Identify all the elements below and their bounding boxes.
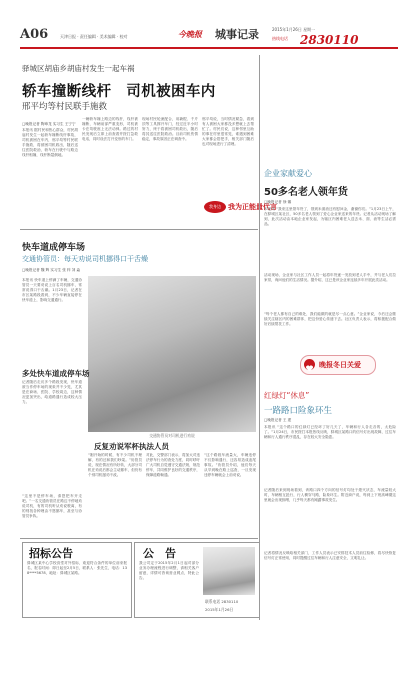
column-divider	[259, 55, 260, 620]
traffic-box-title: 多处快车道成停车场	[22, 369, 90, 378]
notice-image	[203, 547, 255, 595]
main-subhead: 邢平均等村民联手施救	[22, 102, 108, 112]
reverse-body-col1: “刚开始的时候，有不少司机不理解，有的还和我们吵架。”协管员说，现在情况有所好转，大部分司机在劝说后都会主动挪车，但仍有个别司机屡劝不改。	[88, 453, 142, 477]
newspaper-logo: 今晚报	[178, 30, 202, 39]
positive-energy-badge	[204, 201, 226, 213]
notice-contact: 联系电话 2830110	[205, 599, 239, 604]
right-body-3: “每个老人都有自己的难处，我们能做的就是尽一点心意。”企业家说，今后还会继续关注辖区内的困难群体，把这份爱心传递下去。社区负责人表示，将积极配合做好后续帮扶工作。	[264, 312, 396, 326]
ads-divider	[20, 538, 258, 539]
traffic-subhead: 交通协管员：每天劝说司机挪得口干舌燥	[22, 255, 148, 263]
notice-title: 公 告	[143, 547, 176, 560]
recruit-ad	[22, 542, 132, 618]
main-body-col2: 一辆轿车撞上路边的线杆，线杆被撞断，车辆前部严重变形，司机被卡在驾驶座上无法动弹。路过的村民发现后立即上前查看并拨打急救电话，同时设法打开变形的车门。	[82, 117, 138, 141]
right-kicker-2: 红绿灯“休息”	[264, 391, 310, 400]
main-body-col1: 本报讯 据村民和热心群众，村民胡庙村发生一起轿车撞断线杆事故，司机被困在车内，邢平均等村民联手施救，将被困司机救出，随后送往医院救治，轿车在行驶中与路边线杆相撞，线杆断裂倒地。	[22, 128, 78, 157]
traffic-byline: □晚报记者 魏 辉 实习生 张 梓 刘 淼	[22, 268, 81, 272]
notice-body: 我公司定于2015年2月1日起对部分业务办理流程进行调整，请相关客户留意，详情可咨询营业网点，特此公告。	[139, 561, 199, 580]
right-headline: 50多名老人领年货	[264, 187, 348, 198]
hotline-number: 2830110	[300, 33, 359, 47]
traffic-box-body: 记者随后走访多个路段发现，快车道被当作停车场的现象并不少见，尤其是在商场、医院、学校周边，这种情况更加突出，给道路通行造成较大压力。	[22, 380, 82, 404]
header-meta: 天津日报 · 责任编辑 · 美术编辑 · 校对	[60, 34, 128, 39]
photo-caption: 交通协管员对司机进行劝说	[149, 433, 195, 438]
badge-text: 我身边	[209, 204, 221, 209]
right-byline-2: □晚报记者 王 建	[264, 418, 292, 422]
right-body-1: 本报讯 “我来这里领年货了，领到米面油还有慰问金，谢谢你们。”1月23日上午，在驿城区某社区，50多名老人领到了爱心企业家送来的年货。记者从活动现场了解到，此次活动由本地企业家发起，为辖区内困难老人送去米、面、油等生活必需品。	[264, 207, 396, 226]
reverse-body-col2: 对此，交警部门表示，将加大对违法停车行为的查处力度，同时呼吁广大司机自觉遵守交通法规，规范停车，共同维护良好的交通秩序，保障道路畅通。	[146, 453, 200, 477]
reverse-headline: 反复劝说军杯执法人员	[94, 442, 169, 451]
section-title: 城事记录	[215, 28, 259, 41]
traffic-photo	[88, 276, 256, 432]
recruit-body: 驿城区某中心学校食堂对外招标，欢迎符合条件的单位前来报名，报名时间：即日起至2月5日，联系人：张先生，电话：138****5678，地址：驿城区某路。	[27, 561, 127, 575]
traffic-body-col1: 本报讯 快车道上停满了车辆，交通协管员一天要劝说上百名司机挪车，常常说得口干舌燥。1月23日，记者在市区某路段看到，不少车辆直接停在快车道上，影响交通通行。	[22, 278, 82, 302]
right-body-5: 记者随后来到现场看到，该路口四个方向的信号灯均处于熄灭状态，车流量较大时，车辆相互抢行，行人横穿马路，险象环生。附近商户说，每到上下班高峰期这里就会出现拥堵，几乎每天都有剐蹭事故发生。	[264, 488, 396, 502]
section-divider	[20, 229, 258, 230]
positive-energy-slogan: 我为正能量代言	[228, 203, 277, 211]
notice-date: 2015年1月26日	[205, 607, 234, 612]
right-kicker: 企业家献爱心	[264, 169, 312, 178]
right-body-6: 记者将情况反映给相关部门，工作人员表示已安排技术人员前往检修，将尽快恢复信号灯正常使用，同时提醒过往车辆和行人注意安全，文明礼让。	[264, 551, 396, 560]
recruit-title: 招标公告	[29, 547, 73, 560]
right-body-4: 本报讯 “这个路口的红绿灯已经坏了好几天了，车辆和行人各走各的，太危险了。”1月24日，市民拨打本报热线反映，驿城区某路口的信号灯出现故障，过往车辆和行人通行秩序混乱，存在较大安全隐患。	[264, 425, 396, 439]
right-byline: □晚报记者 徐 娜	[264, 200, 292, 204]
traffic-kicker: 快车道成停车场	[22, 243, 86, 253]
hotline-label: 热线电话	[272, 36, 288, 41]
header-date: 2015年1月26日 星期一	[272, 27, 316, 32]
main-body-col4: 邢平均说，当时情况紧急，看到有人被困大家都没多想就上去帮忙了。村民们说，这种邻里互助的事在村里很常见，谁遇到困难大家都会搭把手，相关部门随后也对现场进行了清理。	[202, 117, 254, 146]
right-headline-2: 一路路口险象环生	[264, 406, 333, 416]
right-body-2: 活动现场，企业家与社区工作人员一起将年货逐一发放到老人手中，并与老人们拉家常，询问他们的生活情况。据介绍，这已是该企业家连续多年开展此类活动。	[264, 273, 396, 282]
page-number: A06	[20, 27, 49, 42]
main-body-col3: 现场村民轮流配合，用撬棍、千斤顶等工具撑开车门，经过近半小时努力，终于将被困司机救出，随后将其送往医院救治。目前司机伤情稳定，事故原因正在调查中。	[142, 117, 198, 141]
reverse-body-col3: “这个路段车流量大，车辆违停不仅影响通行，还容易造成追尾事故。”协管员介绍，他们每天从早到晚在路上巡查，一旦发现违停车辆就会上前劝说。	[204, 453, 256, 477]
traffic-body-col2: “这里不是停车场，请您把车开走吧。”一名交通协管员在路边不停地劝说司机，有的司机听从劝说驶离，有的则找各种理由不愿挪车，甚至与协管员争执。	[22, 494, 82, 518]
main-byline: □晚报记者 陶章龙 实习生 王宁宁	[22, 122, 76, 126]
winter-care-banner	[300, 355, 376, 375]
main-kicker: 驿城区胡庙乡胡庙村发生一起车祸	[22, 64, 135, 73]
heart-icon	[304, 359, 315, 370]
main-headline: 轿车撞断线杆 司机被困车内	[22, 84, 216, 100]
notice-ad	[134, 542, 260, 618]
winter-care-text: 晚报冬日关爱	[319, 361, 361, 369]
header-rule	[20, 47, 398, 49]
